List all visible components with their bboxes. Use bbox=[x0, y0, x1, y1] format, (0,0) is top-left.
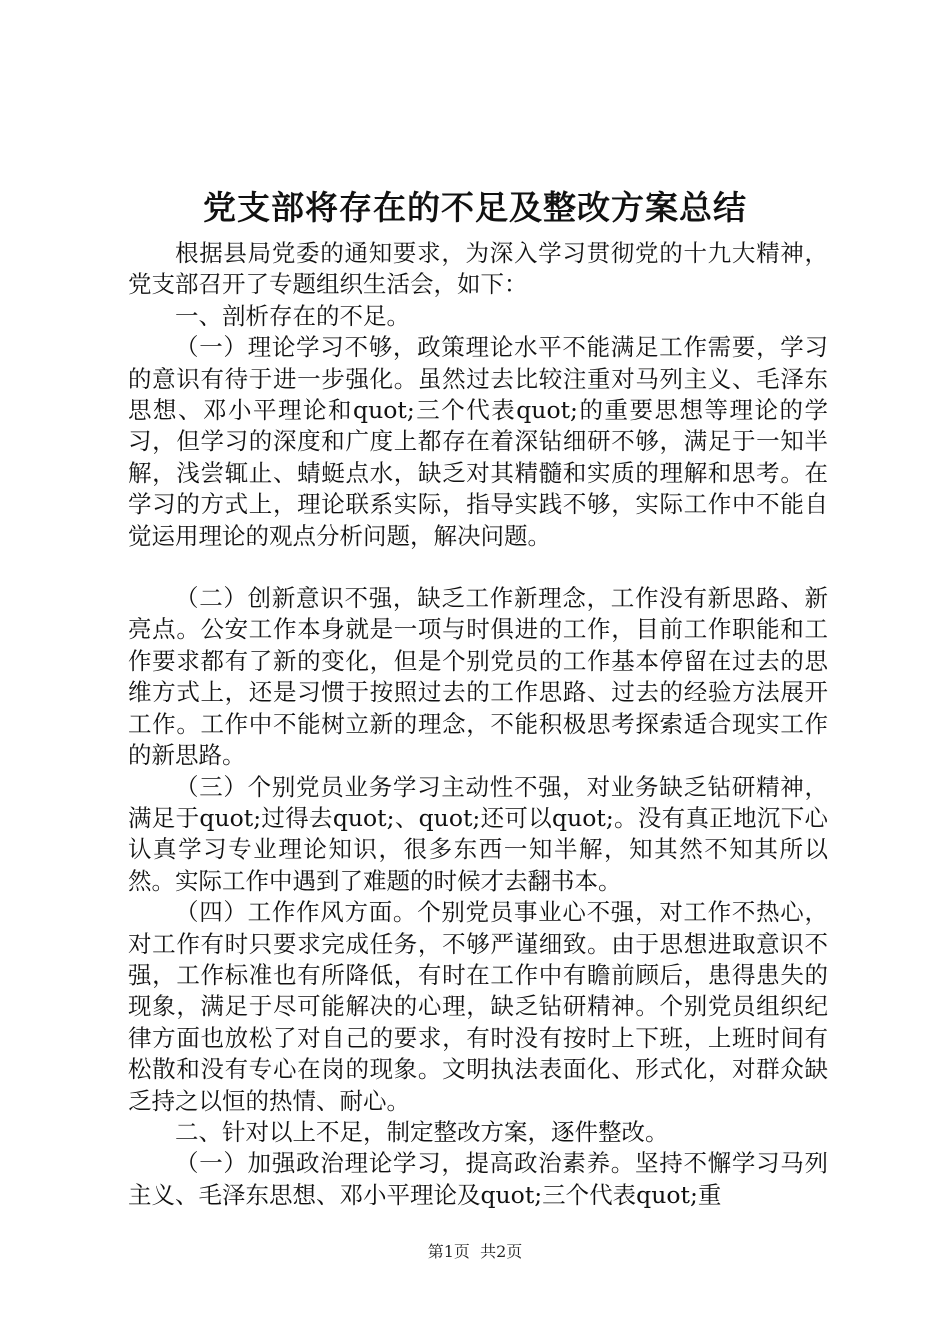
paragraph-item-1: （一）理论学习不够，政策理论水平不能满足工作需要，学习的意识有待于进一步强化。虽然过去比较注重对马列主义、毛泽东思想、邓小平理论和quot;三个代表quot;的重要思想等理论的学习，但学习的深度和广度上都存在着深钻细研不够，满足于一知半解，浅尝辄止、蜻蜓点水，缺乏对其精髓和实质的理解和思考。在学习的方式上，理论联系实际，指导实践不够，实际工作中不能自觉运用理论的观点分析问题，解决问题。 bbox=[128, 333, 828, 550]
document-title: 党支部将存在的不足及整改方案总结 bbox=[203, 188, 747, 227]
paragraph-item-2: （二）创新意识不强，缺乏工作新理念，工作没有新思路、新亮点。公安工作本身就是一项与时俱进的工作，目前工作职能和工作要求都有了新的变化，但是个别党员的工作基本停留在过去的思维方式上，还是习惯于按照过去的工作思路、过去的经验方法展开工作。工作中不能树立新的理念，不能积极思考探索适合现实工作的新思路。 bbox=[128, 584, 828, 770]
paragraph-intro: 根据县局党委的通知要求，为深入学习贯彻党的十九大精神，党支部召开了专题组织生活会，如下： bbox=[128, 239, 828, 299]
page-number-label: 第1页 共2页 bbox=[427, 1242, 523, 1261]
heading-section-1: 一、剖析存在的不足。 bbox=[175, 301, 410, 330]
heading-section-2: 二、针对以上不足，制定整改方案，逐件整改。 bbox=[175, 1117, 669, 1146]
paragraph-item-4: （四）工作作风方面。个别党员事业心不强，对工作不热心，对工作有时只要求完成任务，不够严谨细致。由于思想进取意识不强，工作标准也有所降低，有时在工作中有瞻前顾后，患得患失的现象，满足于尽可能解决的心理，缺乏钻研精神。个别党员组织纪律方面也放松了对自己的要求，有时没有按时上下班，上班时间有松散和没有专心在岗的现象。文明执法表面化、形式化，对群众缺乏持之以恒的热情、耐心。 bbox=[128, 898, 828, 1115]
document-body bbox=[128, 238, 828, 1211]
paragraph-item-3: （三）个别党员业务学习主动性不强，对业务缺乏钻研精神，满足于quot;过得去quot;、quot;还可以quot;。没有真正地沉下心认真学习专业理论知识，很多东西一知半解，知其然不知其所以然。实际工作中遇到了难题的时候才去翻书本。 bbox=[128, 772, 828, 895]
page-footer bbox=[0, 1240, 950, 1264]
paragraph-rectify-1: （一）加强政治理论学习，提高政治素养。坚持不懈学习马列主义、毛泽东思想、邓小平理论及quot;三个代表quot;重 bbox=[128, 1149, 828, 1209]
